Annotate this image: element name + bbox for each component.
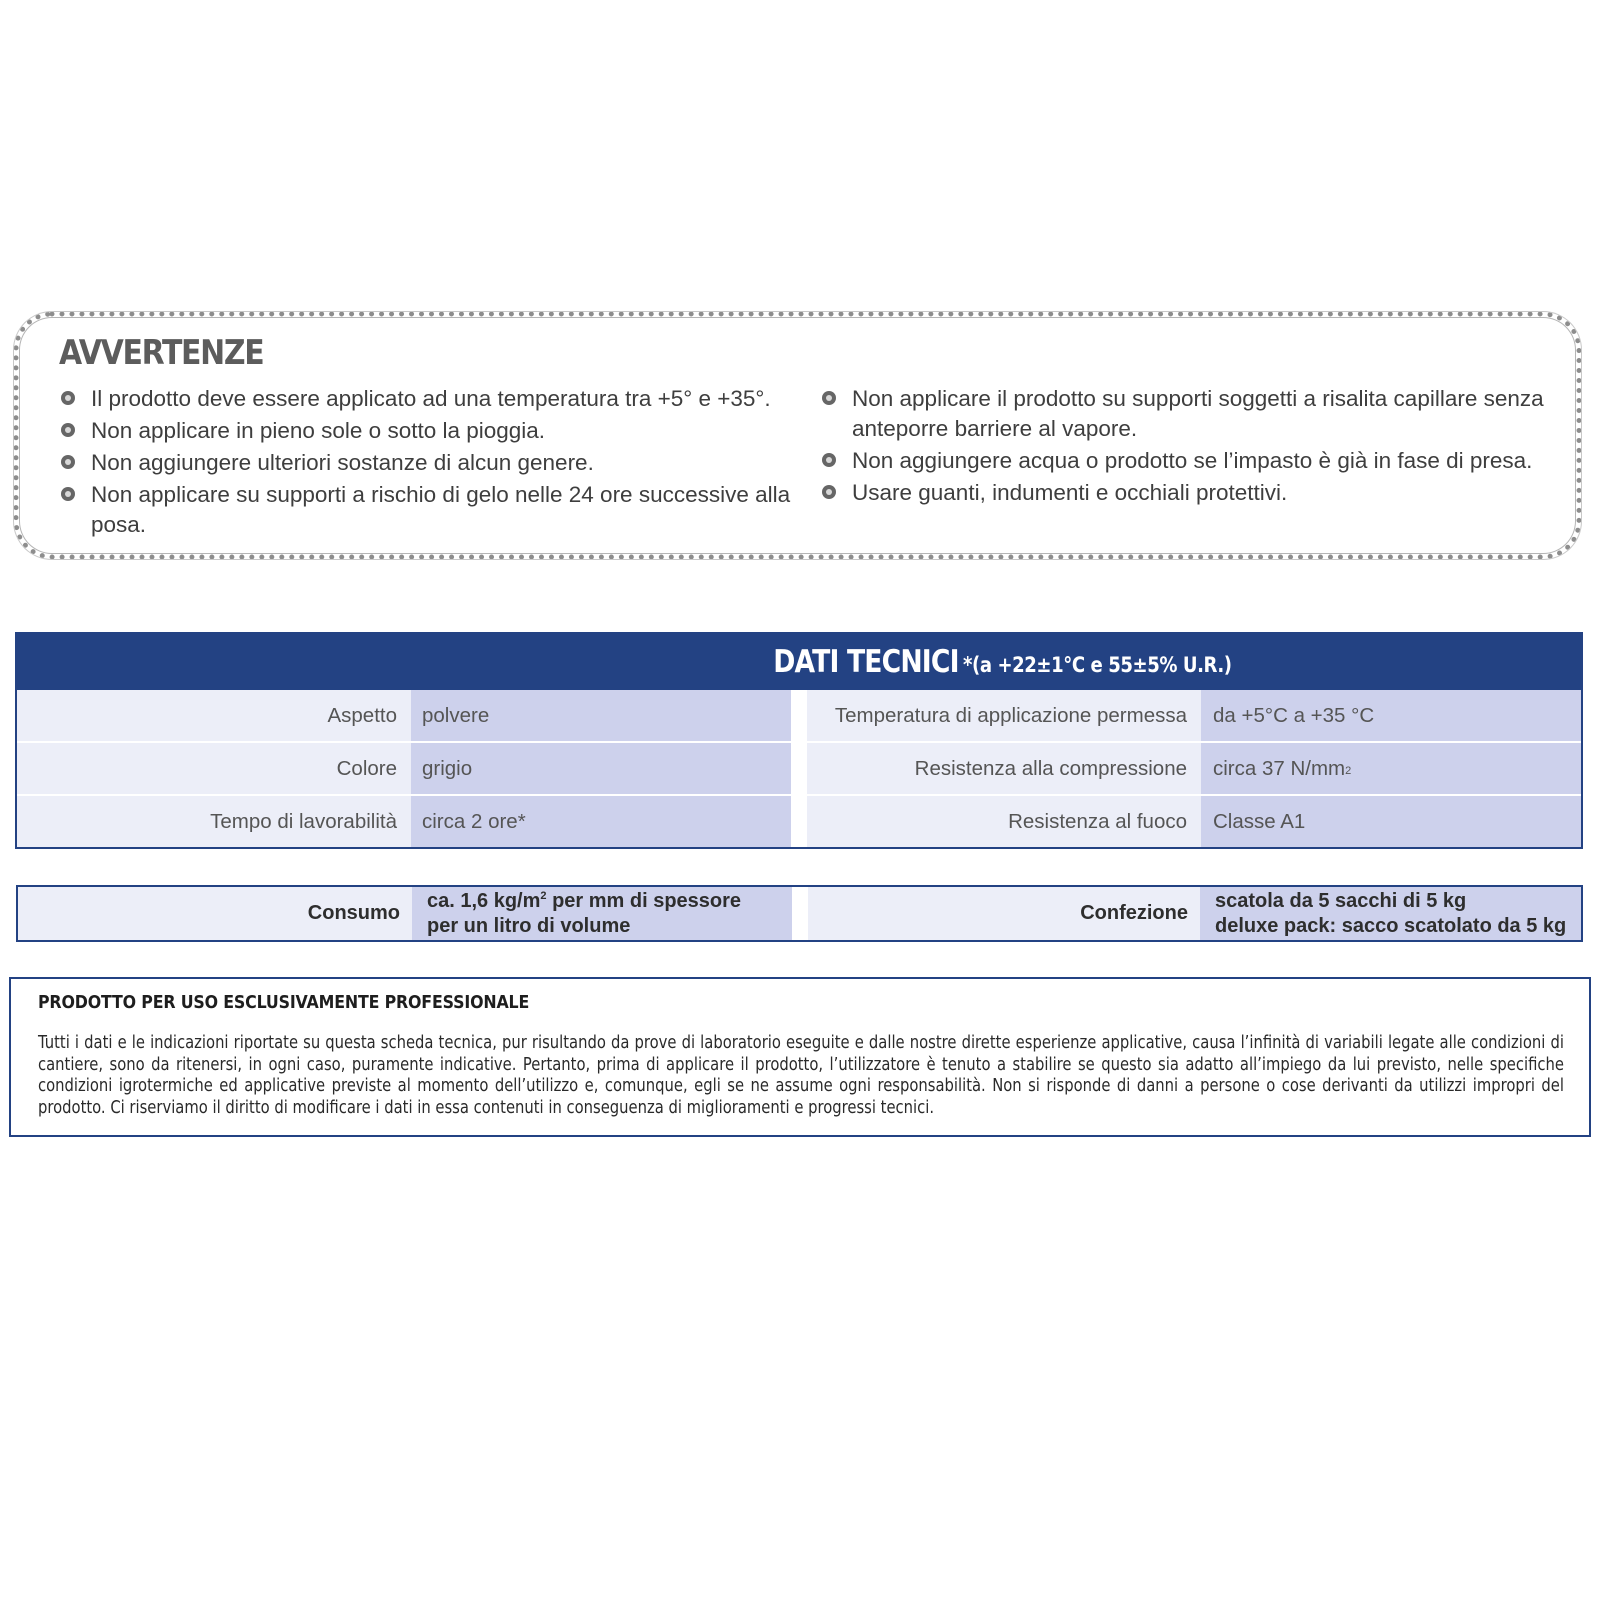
warning-text: Usare guanti, indumenti e occhiali protettivi. [852, 480, 1288, 505]
superscript: 2 [540, 889, 547, 902]
warnings-title: AVVERTENZE [59, 333, 264, 373]
warning-item [61, 448, 801, 478]
row-value: da +5°C a +35 °C [1201, 690, 1581, 741]
bullet-icon [822, 485, 836, 499]
warning-text: Non aggiungere ulteriori sostanze di alcun genere. [91, 450, 594, 475]
technical-data-table [15, 632, 1583, 849]
row-value: Classe A1 [1201, 796, 1581, 847]
table-row [17, 743, 1581, 794]
row-label: Resistenza alla compressione [807, 743, 1201, 794]
table-row [17, 690, 1581, 741]
disclaimer-box [9, 977, 1591, 1137]
bullet-icon [61, 487, 75, 501]
technical-data-note: *(a +22±1°C e 55±5% U.R.) [962, 653, 1232, 677]
warnings-list-left [61, 384, 801, 542]
row-label: Tempo di lavorabilità [17, 796, 411, 847]
warning-item [822, 478, 1582, 508]
technical-data-header [17, 634, 1581, 690]
confezione-line: deluxe pack: sacco scatolato da 5 kg [1215, 914, 1567, 937]
consumo-label: Consumo [18, 887, 412, 940]
warning-item [822, 446, 1582, 476]
warning-text: Non aggiungere acqua o prodotto se l’impasto è già in fase di presa. [852, 448, 1533, 473]
confezione-value [1200, 887, 1581, 940]
warnings-list-right [822, 384, 1582, 510]
warning-text: Non applicare su supporti a rischio di gelo nelle 24 ore successive alla posa. [91, 482, 791, 537]
row-label: Temperatura di applicazione permessa [807, 690, 1201, 741]
confezione-line: scatola da 5 sacchi di 5 kg [1215, 889, 1467, 912]
packaging-table [16, 885, 1583, 942]
warning-text: Non applicare il prodotto su supporti soggetti a risalita capillare senza anteporre barriere al vapore. [852, 386, 1544, 441]
bullet-icon [822, 453, 836, 467]
confezione-label: Confezione [808, 887, 1200, 940]
bullet-icon [822, 391, 836, 405]
warning-text: Il prodotto deve essere applicato ad una temperatura tra +5° e +35°. [91, 386, 771, 411]
warning-item [61, 416, 801, 446]
warning-item [822, 384, 1582, 444]
consumo-line: per un litro di volume [427, 914, 631, 937]
superscript: 2 [1345, 764, 1352, 777]
consumo-value [412, 887, 792, 940]
consumo-text: ca. 1,6 kg/m [427, 889, 541, 912]
row-value: circa 2 ore* [411, 796, 791, 847]
consumo-text: per mm di spessore [546, 889, 742, 912]
row-label: Aspetto [17, 690, 411, 741]
bullet-icon [61, 455, 75, 469]
compression-value: circa 37 N/mm [1213, 756, 1346, 780]
warning-item [61, 480, 801, 540]
consumo-line [427, 889, 741, 914]
warnings-box [14, 312, 1581, 559]
row-label: Colore [17, 743, 411, 794]
disclaimer-text: Tutti i dati e le indicazioni riportate su questa scheda tecnica, pur risultando da prove di laboratorio eseguite e dalle nostre dirette esperienze applicative, causa l’infinità di variabili legate alle condizioni di cantiere, sono da ritenersi, in ogni caso, puramente indicative. Pertanto, prima di applicare il prodotto, l’utilizzatore è tenuto a stabilire se questo sia adatto all’impiego da lui previsto, nelle specifiche condizioni igrotermiche ed applicative previste al momento dell’utilizzo e, comunque, egli se ne assume ogni responsabilità. Non si risponde di danni a persone o cose derivanti da utilizzi impropri del prodotto. Ci riserviamo il diritto di modificare i dati in essa contenuti in conseguenza di miglioramenti e progressi tecnici. [38, 1033, 1564, 1118]
row-value: grigio [411, 743, 791, 794]
technical-data-title: DATI TECNICI [773, 644, 959, 680]
row-label: Resistenza al fuoco [807, 796, 1201, 847]
row-value [1201, 743, 1581, 794]
disclaimer-title: PRODOTTO PER USO ESCLUSIVAMENTE PROFESSIONALE [38, 992, 530, 1013]
warning-text: Non applicare in pieno sole o sotto la pioggia. [91, 418, 546, 443]
row-value: polvere [411, 690, 791, 741]
table-row [17, 796, 1581, 847]
bullet-icon [61, 423, 75, 437]
warning-item [61, 384, 801, 414]
bullet-icon [61, 391, 75, 405]
